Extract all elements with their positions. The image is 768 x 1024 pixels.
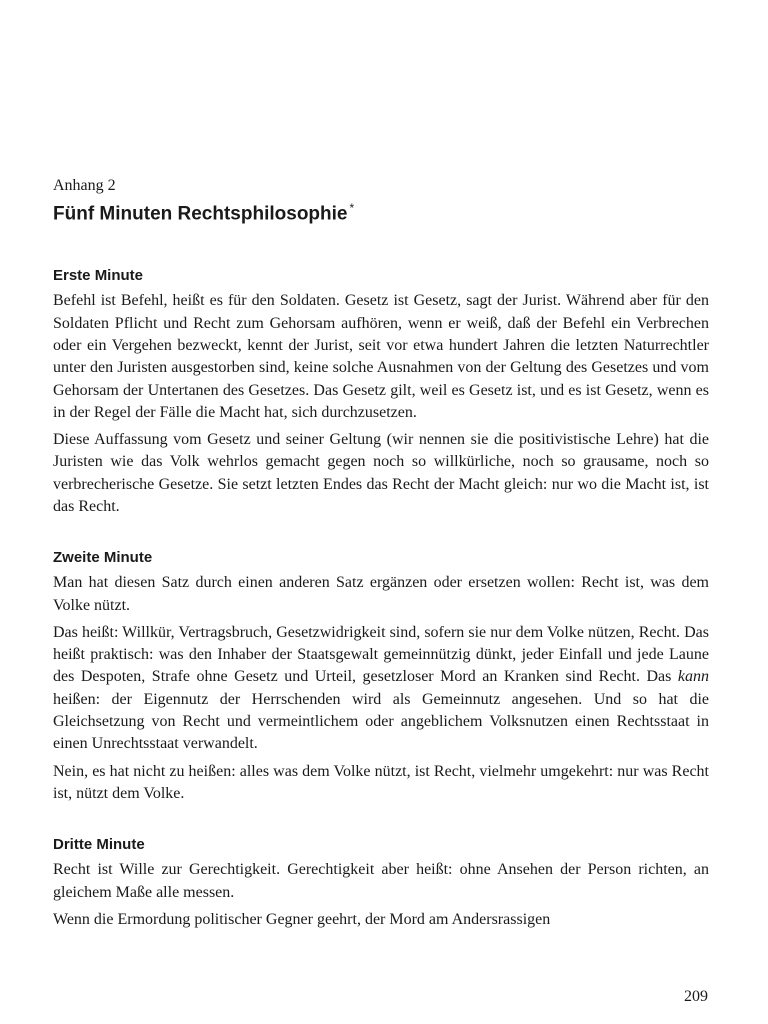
- section-dritte-minute: [53, 835, 709, 931]
- page-number: 209: [684, 988, 708, 1005]
- paragraph-text: Das heißt: Willkür, Vertragsbruch, Gesetzwidrigkeit sind, sofern sie nur dem Volke nützen, Recht. Das heißt praktisch: was den Inhaber der Staatsgewalt gemeinnützig dünkt, jeder Einfall und jede Laune des Despoten, Strafe ohne Gesetz und Urteil, gesetzloser Mord an Kranken sind Recht. Das: [53, 623, 709, 686]
- footnote-marker: *: [349, 201, 355, 215]
- paragraph: Diese Auffassung vom Gesetz und seiner Geltung (wir nennen sie die positivistische Lehre) hat die Juristen wie das Volk wehrlos gemacht gegen noch so willkürliche, noch so grausame, noch so verbrecherische Gesetze. Sie setzt letzten Endes das Recht der Macht gleich: nur wo die Macht ist, ist das Recht.: [53, 431, 709, 515]
- chapter-title-text: Fünf Minuten Rechtsphilosophie: [53, 203, 348, 225]
- section-erste-minute: [53, 266, 709, 518]
- paragraph: Man hat diesen Satz durch einen anderen Satz ergänzen oder ersetzen wollen: Recht ist, was dem Volke nützt.: [53, 574, 709, 614]
- paragraph: [53, 622, 709, 756]
- section-zweite-minute: [53, 548, 709, 805]
- paragraph: Recht ist Wille zur Gerechtigkeit. Gerechtigkeit aber heißt: ohne Ansehen der Person richten, an gleichem Maße alle messen.: [53, 861, 709, 901]
- chapter-title: [53, 196, 709, 226]
- paragraph: Nein, es hat nicht zu heißen: alles was dem Volke nützt, ist Recht, vielmehr umgekehrt: nur was Recht ist, nützt dem Volke.: [53, 762, 709, 802]
- page-body: [53, 176, 709, 961]
- paragraph: Befehl ist Befehl, heißt es für den Soldaten. Gesetz ist Gesetz, sagt der Jurist. Während aber für den Soldaten Pflicht und Recht zum Gehorsam aufhören, wenn er weiß, daß der Befehl ein Verbrechen oder ein Vergehen bezweckt, kennt der Jurist, seit vor etwa hundert Jahren die letzten Naturrechtler unter den Juristen ausgestorben sind, keine solche Ausnahmen von der Geltung des Gesetzes und vom Gehorsam der Untertanen des Gesetzes. Das Gesetz gilt, weil es Gesetz ist, und es ist Gesetz, wenn es in der Regel der Fälle die Macht hat, sich durchzusetzen.: [53, 292, 709, 421]
- section-heading: Erste Minute: [53, 267, 144, 285]
- section-heading: Zweite Minute: [53, 549, 153, 567]
- appendix-label: Anhang 2: [53, 177, 116, 194]
- section-heading: Dritte Minute: [53, 836, 145, 854]
- paragraph-text: heißen: der Eigennutz der Herrschenden wird als Gemeinnutz angesehen. Und so hat die Gleichsetzung von Recht und vermeintlichem oder angeblichem Volksnutzen einen Rechtsstaat in einen Unrechtsstaat verwandelt.: [53, 690, 709, 753]
- emphasis-text: kann: [677, 668, 709, 686]
- paragraph: Wenn die Ermordung politischer Gegner geehrt, der Mord am Andersrassigen: [53, 910, 551, 928]
